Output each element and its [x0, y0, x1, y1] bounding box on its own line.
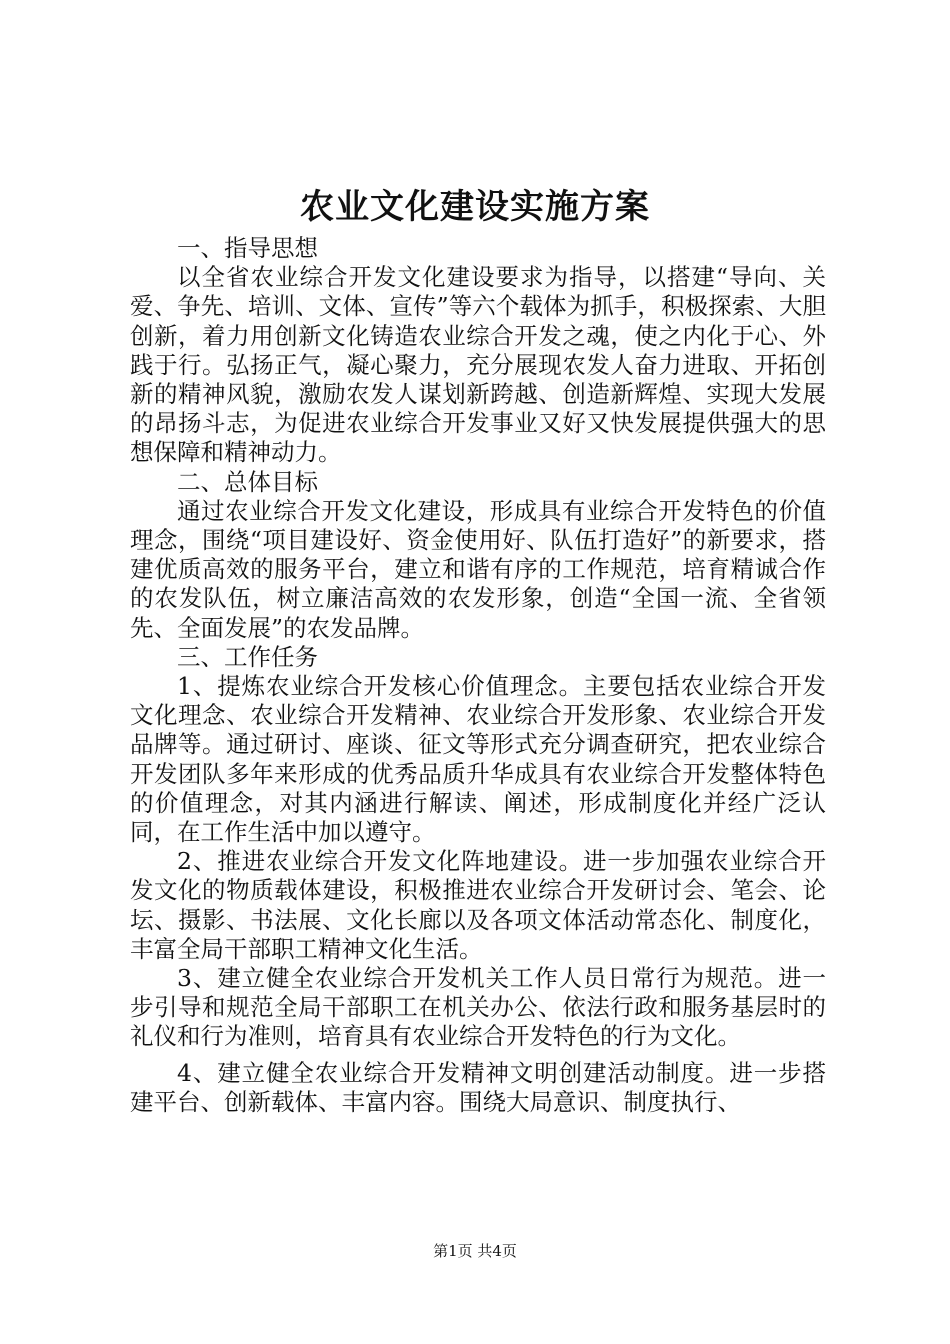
document-title: 农业文化建设实施方案: [300, 187, 650, 227]
paragraph-task-4: 4、建立健全农业综合开发精神文明创建活动制度。进一步搭建平台、创新载体、丰富内容。围绕大局意识、制度执行、: [130, 1058, 826, 1116]
page-number-footer: 第1页 共4页: [433, 1242, 517, 1260]
paragraph-task-1: 1、提炼农业综合开发核心价值理念。主要包括农业综合开发文化理念、农业综合开发精神、农业综合开发形象、农业综合开发品牌等。通过研讨、座谈、征文等形式充分调查研究，把农业综合开发团队多年来形成的优秀品质升华成具有农业综合开发整体特色的价值理念，对其内涵进行解读、阐述，形成制度化并经广泛认同，在工作生活中加以遵守。: [130, 672, 826, 847]
paragraph-guiding-thought: 以全省农业综合开发文化建设要求为指导，以搭建“导向、关爱、争先、培训、文体、宣传”等六个载体为抓手，积极探索、大胆创新，着力用创新文化铸造农业综合开发之魂，使之内化于心、外践于行。弘扬正气，凝心聚力，充分展现农发人奋力进取、开拓创新的精神风貌，激励农发人谋划新跨越、创造新辉煌、实现大发展的昂扬斗志，为促进农业综合开发事业又好又快发展提供强大的思想保障和精神动力。: [130, 263, 826, 467]
section-heading-guiding-thought: 一、指导思想: [177, 234, 318, 262]
paragraph-task-2: 2、推进农业综合开发文化阵地建设。进一步加强农业综合开发文化的物质载体建设，积极推进农业综合开发研讨会、笔会、论坛、摄影、书法展、文化长廊以及各项文体活动常态化、制度化，丰富全局干部职工精神文化生活。: [130, 847, 826, 963]
paragraph-overall-goal: 通过农业综合开发文化建设，形成具有业综合开发特色的价值理念，围绕“项目建设好、资金使用好、队伍打造好”的新要求，搭建优质高效的服务平台，建立和谐有序的工作规范，培育精诚合作的农发队伍，树立廉洁高效的农发形象，创造“全国一流、全省领先、全面发展”的农发品牌。: [130, 496, 826, 642]
document-body: [130, 234, 826, 1117]
section-heading-overall-goal: 二、总体目标: [177, 467, 318, 496]
paragraph-task-3: 3、建立健全农业综合开发机关工作人员日常行为规范。进一步引导和规范全局干部职工在机关办公、依法行政和服务基层时的礼仪和行为准则，培育具有农业综合开发特色的行为文化。: [130, 964, 826, 1051]
section-heading-work-tasks: 三、工作任务: [177, 642, 318, 671]
